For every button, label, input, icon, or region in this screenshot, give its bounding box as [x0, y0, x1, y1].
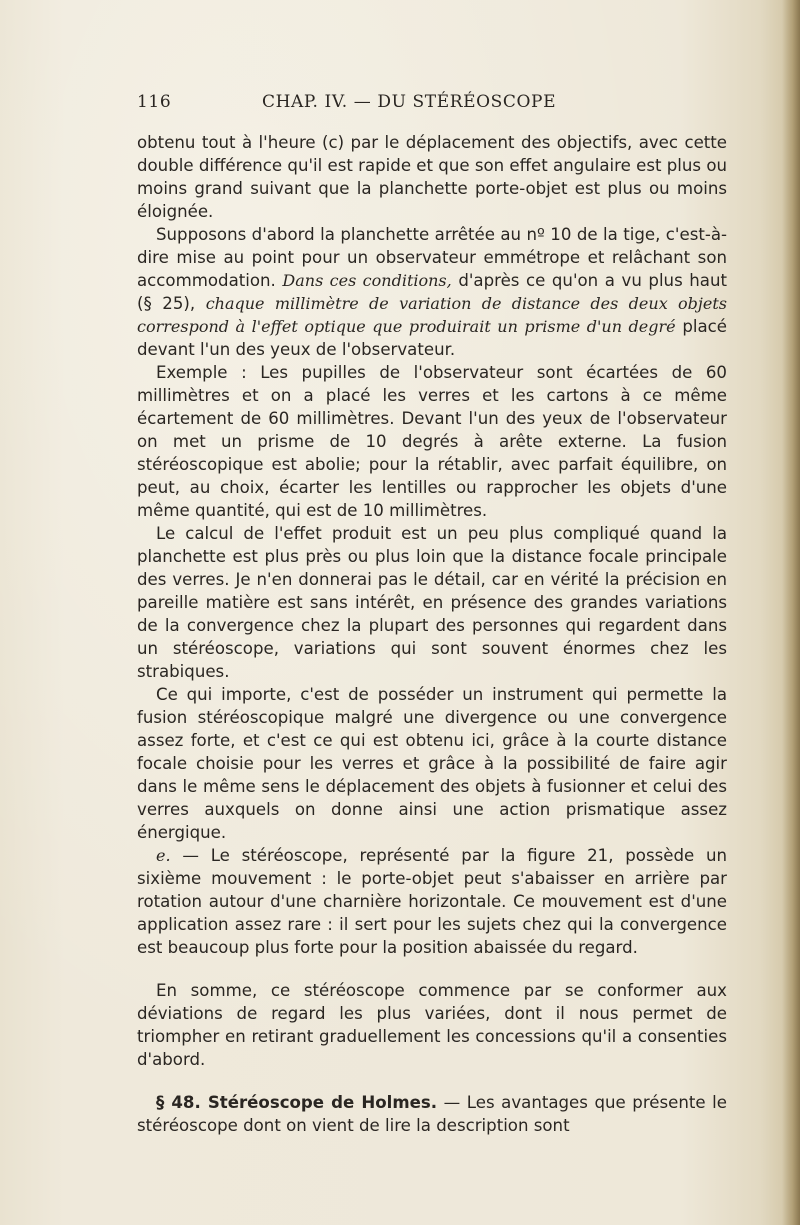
paragraph-e: e. — Le stéréoscope, représenté par la figure 21, possède un sixième mouvement : le porte-objet peut s'abaisser en arrière par rotation autour d'une charnière horizontale. Ce mouvement est d'une application assez rare : il sert pour les sujets chez qui la convergence est beaucoup plus forte pour la position abaissée du regard. — [137, 846, 727, 957]
page-header — [137, 92, 727, 118]
paragraph-continued: obtenu tout à l'heure (c) par le déplacement des objectifs, avec cette double différence qu'il est rapide et que son effet angulaire est plus ou moins grand suivant que la planchette porte-objet est plus ou moins éloignée. — [137, 133, 727, 221]
page-number: 116 — [137, 92, 172, 112]
paragraph-importe: Ce qui importe, c'est de posséder un instrument qui permette la fusion stéréoscopique malgré une divergence ou une convergence assez forte, et c'est ce qui est obtenu ici, grâce à la courte distance focale choisie pour les verres et grâce à la possibilité de faire agir dans le même sens le déplacement des objets à fusionner et celui des verres auxquels on donne ainsi une action prismatique assez énergique. — [137, 685, 727, 842]
section-heading: § 48. Stéréoscope de Holmes. — [156, 1093, 438, 1112]
italic-emphasis: chaque millimètre de variation de distance des deux objets correspond à l'effet optique que produirait un prisme d'un degré — [137, 294, 727, 336]
running-title: CHAP. IV. — DU STÉRÉOSCOPE — [262, 92, 557, 112]
item-label-e: e. — [156, 846, 171, 865]
page-edge-shadow — [782, 0, 800, 1225]
paragraph-exemple: Exemple : Les pupilles de l'observateur sont écartées de 60 millimètres et on a placé les verres et les cartons à ce même écartement de 60 millimètres. Devant l'un des yeux de l'observateur on met un prisme de 10 degrés à arête externe. La fusion stéréoscopique est abolie; pour la rétablir, avec parfait équilibre, on peut, au choix, écarter les lentilles ou rapprocher les objets d'une même quantité, qui est de 10 millimètres. — [137, 363, 727, 520]
italic-phrase: Dans ces conditions, — [282, 271, 452, 290]
section-48: § 48. Stéréoscope de Holmes. — Les avantages que présente le stéréoscope dont on vient de lire la description sont — [137, 1093, 727, 1135]
paragraph-en-somme: En somme, ce stéréoscope commence par se conformer aux déviations de regard les plus variées, dont il nous permet de triompher en retirant graduellement les concessions qu'il a consenties d'abord. — [137, 981, 727, 1069]
paragraph-calcul: Le calcul de l'effet produit est un peu plus compliqué quand la planchette est plus près ou plus loin que la distance focale principale des verres. Je n'en donnerai pas le détail, car en vérité la précision en pareille matière est sans intérêt, en présence des grandes variations de la convergence chez la plupart des personnes qui regardent dans un stéréoscope, variations qui sont souvent énormes chez les strabiques. — [137, 524, 727, 681]
paragraph-supposons: Supposons d'abord la planchette arrêtée au nº 10 de la tige, c'est-à-dire mise au point pour un observateur emmétrope et relâchant son accommodation. Dans ces conditions, d'après ce qu'on a vu plus haut (§ 25), chaque millimètre de variation de distance des deux objets correspond à l'effet optique que produirait un prisme d'un degré placé devant l'un des yeux de l'observateur. — [137, 225, 728, 359]
body-text — [137, 131, 727, 1137]
